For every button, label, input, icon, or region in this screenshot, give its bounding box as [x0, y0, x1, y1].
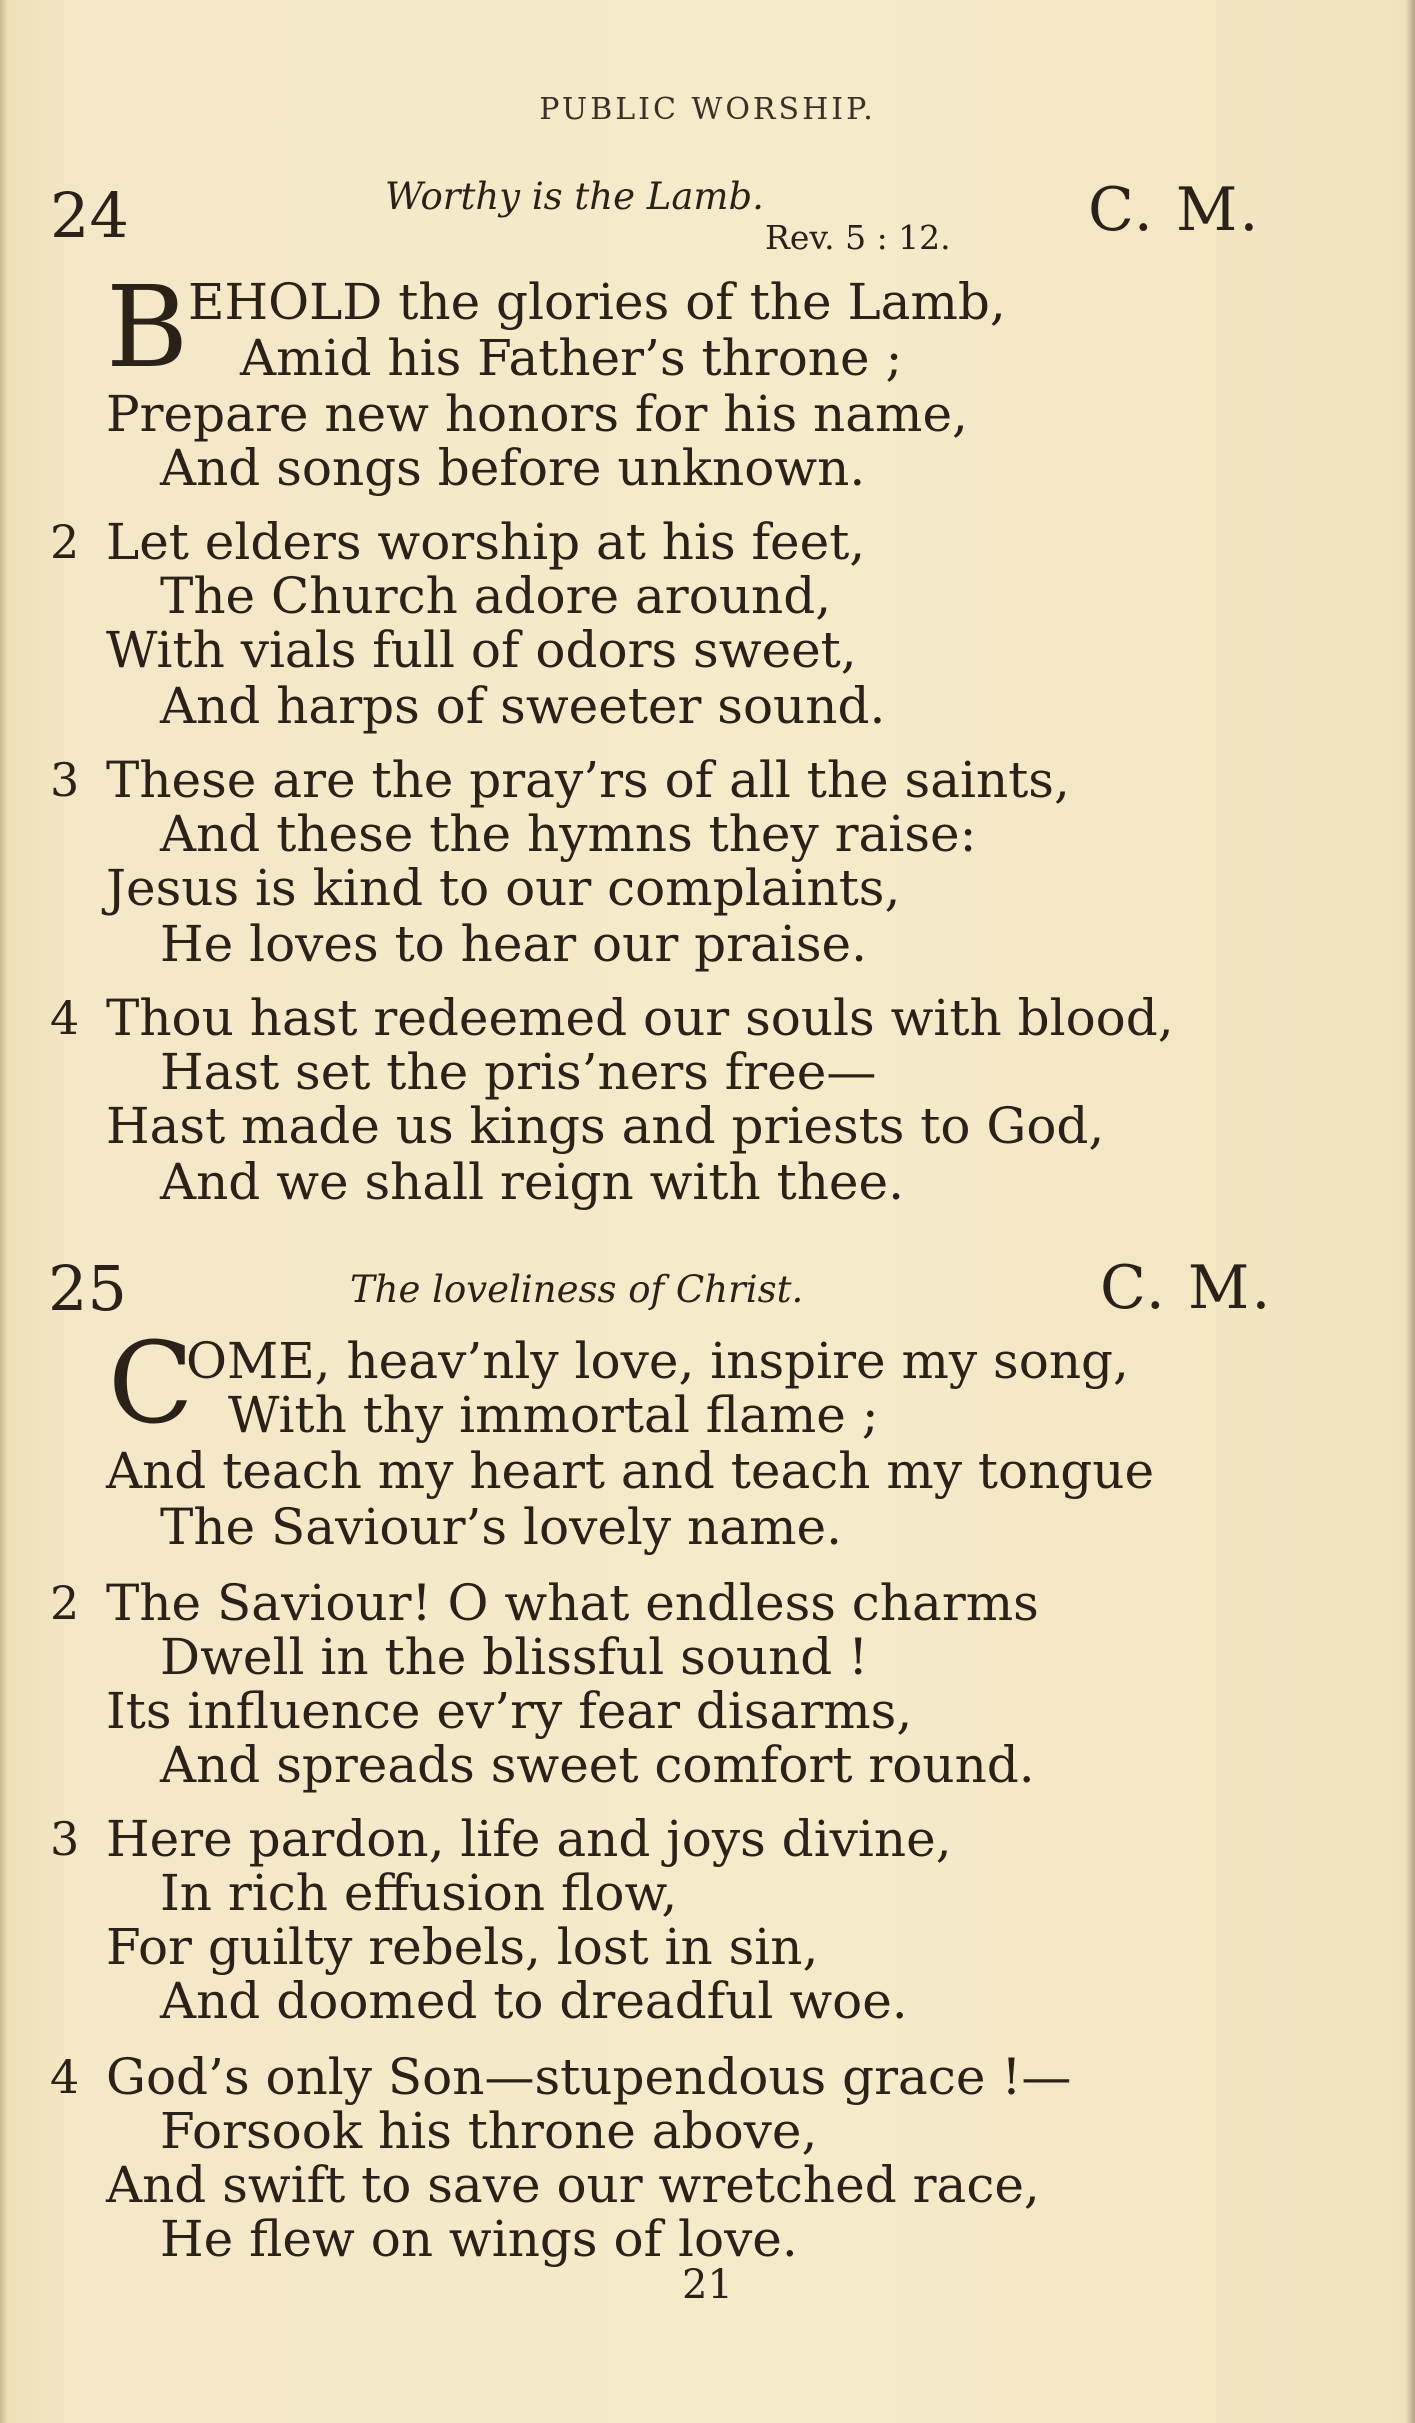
- verse-line: Thou hast redeemed our souls with blood,: [106, 989, 1174, 1047]
- verse-number: 3: [50, 1812, 80, 1866]
- verse-line: In rich effusion flow,: [160, 1864, 678, 1922]
- page-right-edge: [1405, 0, 1415, 2423]
- drop-cap: C: [108, 1319, 194, 1449]
- verse-line: He flew on wings of love.: [160, 2210, 798, 2268]
- page-number: 21: [682, 2262, 733, 2308]
- verse-line: Let elders worship at his feet,: [106, 513, 866, 571]
- scripture-reference: Rev. 5 : 12.: [765, 218, 951, 257]
- verse-number: 4: [50, 991, 80, 1045]
- hymn-title: The loveliness of Christ.: [350, 1268, 804, 1311]
- verse-line: Jesus is kind to our complaints,: [106, 859, 901, 917]
- hymn-number: 25: [48, 1252, 127, 1325]
- verse-line: With thy immortal flame ;: [228, 1386, 879, 1444]
- verse-number: 3: [50, 753, 80, 807]
- verse-line: The Saviour’s lovely name.: [160, 1498, 842, 1556]
- verse-line: And songs before unknown.: [160, 439, 866, 497]
- verse-line: The Saviour! O what endless charms: [106, 1574, 1039, 1632]
- verse-line: With vials full of odors sweet,: [106, 621, 857, 679]
- verse-line: God’s only Son—stupendous grace !—: [106, 2048, 1072, 2106]
- verse-number: 4: [50, 2050, 80, 2104]
- verse-line: The Church adore around,: [160, 567, 832, 625]
- verse-line: Hast set the pris’ners free—: [160, 1043, 877, 1101]
- verse-line: OME, heav’nly love, inspire my song,: [186, 1332, 1129, 1390]
- verse-line: For guilty rebels, lost in sin,: [106, 1918, 819, 1976]
- page-left-edge: [0, 0, 8, 2423]
- running-head: PUBLIC WORSHIP.: [539, 92, 876, 127]
- verse-line: Prepare new honors for his name,: [106, 385, 968, 443]
- verse-line: Amid his Father’s throne ;: [240, 329, 903, 387]
- verse-line: And these the hymns they raise:: [160, 805, 977, 863]
- verse-number: 2: [50, 1576, 80, 1630]
- verse-line: And spreads sweet comfort round.: [160, 1736, 1035, 1794]
- verse-line: Forsook his throne above,: [160, 2102, 818, 2160]
- verse-line: Its influence ev’ry fear disarms,: [106, 1682, 913, 1740]
- verse-line: Dwell in the blissful sound !: [160, 1628, 869, 1686]
- hymn-number: 24: [50, 179, 129, 252]
- hymn-title: Worthy is the Lamb.: [385, 175, 764, 218]
- hymn-meter: C. M.: [1100, 1253, 1273, 1323]
- verse-line: Hast made us kings and priests to God,: [106, 1097, 1105, 1155]
- verse-line: And we shall reign with thee.: [160, 1153, 904, 1211]
- verse-line: And teach my heart and teach my tongue: [106, 1442, 1155, 1500]
- verse-line: Here pardon, life and joys divine,: [106, 1810, 952, 1868]
- verse-line: These are the pray’rs of all the saints,: [106, 751, 1070, 809]
- hymn-meter: C. M.: [1088, 175, 1261, 245]
- verse-line: He loves to hear our praise.: [160, 915, 868, 973]
- drop-cap: B: [106, 263, 189, 393]
- verse-line: And harps of sweeter sound.: [160, 677, 886, 735]
- verse-line: And doomed to dreadful woe.: [160, 1972, 908, 2030]
- verse-number: 2: [50, 515, 80, 569]
- verse-line: EHOLD the glories of the Lamb,: [188, 273, 1006, 331]
- verse-line: And swift to save our wretched race,: [106, 2156, 1040, 2214]
